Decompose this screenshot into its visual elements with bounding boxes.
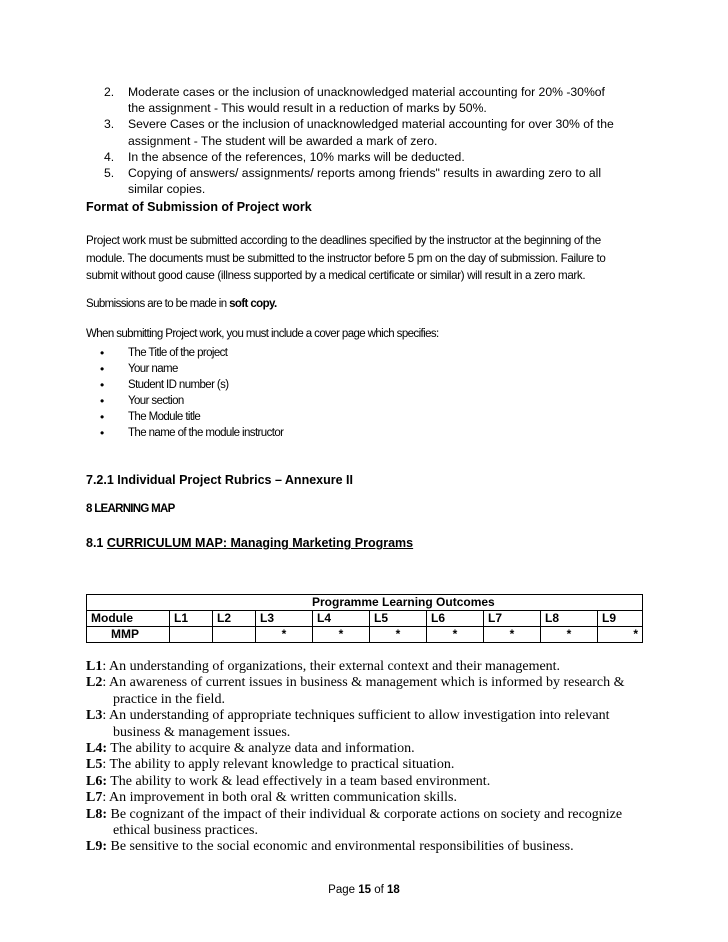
list-text: the assignment - This would result in a reduction of marks by 50%.	[128, 101, 487, 116]
outcome-text: The ability to apply relevant knowledge to practical situation.	[106, 757, 455, 773]
list-item-text: Student ID number (s)	[128, 379, 229, 391]
outcome-code: L2	[86, 675, 103, 691]
table-cell: MMP	[87, 627, 170, 643]
outcome-item	[86, 807, 644, 823]
outcome-sep: :	[102, 790, 107, 806]
curriculum-title: CURRICULUM MAP: Managing Marketing Programs	[106, 536, 414, 550]
outcome-item	[86, 774, 644, 790]
paragraph-line: Project work must be submitted according to the deadlines specified by the instructor at the beginning of the	[86, 234, 601, 247]
bullet-icon: •	[100, 378, 105, 392]
list-item-text: Your section	[128, 395, 184, 407]
list-item	[100, 361, 283, 377]
outcome-sep: :	[102, 675, 107, 691]
paragraph-line: submit without good cause (illness supported by a medical certificate or similar) will result in a zero mark.	[86, 269, 586, 283]
curriculum-prefix: 8.1	[86, 536, 107, 550]
table-header-cell: Module	[87, 611, 170, 627]
table-row	[87, 595, 643, 611]
submission-text: Submissions are to be made in	[86, 298, 230, 310]
bullet-icon: •	[100, 346, 105, 360]
list-item	[100, 377, 283, 393]
table-cell: *	[256, 627, 313, 643]
outcome-text: Be cognizant of the impact of their individual & corporate actions on society and recognize	[107, 806, 623, 822]
page-total: 18	[387, 884, 400, 896]
cover-items-list	[100, 345, 283, 441]
outcome-text: An improvement in both oral & written communication skills.	[106, 790, 457, 806]
table-header-cell: L5	[370, 611, 427, 627]
list-number: 3.	[104, 117, 115, 132]
table-cell: *	[427, 627, 484, 643]
list-item-text: The Title of the project	[128, 347, 228, 359]
outcome-code: L4:	[86, 741, 107, 757]
outcome-item	[86, 790, 644, 806]
list-item	[100, 409, 283, 425]
list-text: Copying of answers/ assignments/ reports among friends" results in awarding zero to all	[128, 166, 602, 181]
curriculum-heading	[86, 536, 413, 550]
list-text: Moderate cases or the inclusion of unacknowledged material accounting for 20% -30%of	[128, 85, 605, 99]
table-cell: *	[313, 627, 370, 643]
bullet-icon: •	[100, 426, 105, 440]
penalty-list	[104, 84, 664, 197]
table-header-cell: L2	[213, 611, 256, 627]
table-header-cell: L1	[170, 611, 213, 627]
paragraph-line: module. The documents must be submitted to the instructor before 5 pm on the day of submission. Failure to	[86, 251, 606, 265]
list-item-text: Your name	[128, 363, 178, 375]
page-of-label: of	[371, 884, 388, 896]
list-text: similar copies.	[128, 182, 206, 197]
bullet-icon: •	[100, 362, 105, 376]
table-cell	[170, 627, 213, 643]
page-label: Page	[328, 884, 359, 896]
list-text: Severe Cases or the inclusion of unacknowledged material accounting for over 30% of the	[128, 117, 614, 132]
outcome-continuation: ethical business practices.	[113, 823, 259, 839]
page-footer	[0, 884, 728, 896]
outcome-item	[86, 659, 644, 675]
learning-map-heading: 8 LEARNING MAP	[86, 503, 175, 515]
table-header-cell: L4	[313, 611, 370, 627]
submission-bold: soft copy.	[229, 298, 277, 310]
list-item	[100, 425, 283, 441]
outcome-continuation: business & management issues.	[113, 724, 291, 740]
list-item	[104, 116, 664, 148]
list-text: In the absence of the references, 10% marks will be deducted.	[128, 149, 465, 164]
table-cell: *	[484, 627, 541, 643]
table-header-cell: L6	[427, 611, 484, 627]
table-cell: *	[370, 627, 427, 643]
list-item	[104, 149, 664, 165]
list-number: 4.	[104, 149, 115, 164]
list-item	[104, 84, 664, 116]
outcome-item	[86, 839, 644, 855]
format-paragraph	[86, 232, 646, 285]
table-row	[87, 627, 643, 643]
table-header-cell: L3	[256, 611, 313, 627]
outcome-code: L5	[86, 757, 103, 773]
outcome-item	[86, 675, 644, 691]
table-header-row	[87, 611, 643, 627]
table-header-cell: L9	[598, 611, 643, 627]
bullet-icon: •	[100, 394, 105, 408]
table-cell	[213, 627, 256, 643]
list-item	[100, 345, 283, 361]
list-number: 5.	[104, 166, 115, 181]
outcome-text: An understanding of organizations, their external context and their management.	[106, 659, 561, 674]
table-group-header: Programme Learning Outcomes	[87, 595, 643, 611]
outcome-code: L1	[86, 659, 103, 674]
rubrics-heading: 7.2.1 Individual Project Rubrics – Annexure II	[86, 473, 353, 487]
outcome-text: Be sensitive to the social economic and environmental responsibilities of business.	[107, 839, 574, 855]
outcome-code: L3	[86, 708, 103, 724]
outcome-code: L7	[86, 790, 103, 806]
outcome-code: L8:	[86, 806, 107, 822]
outcome-sep: :	[102, 757, 107, 773]
list-text: assignment - The student will be awarded a mark of zero.	[128, 133, 438, 148]
outcome-text: An understanding of appropriate techniques sufficient to allow investigation into relevant	[106, 708, 610, 724]
outcome-continuation: practice in the field.	[113, 691, 225, 707]
outcome-code: L9:	[86, 839, 107, 855]
learning-outcomes	[86, 659, 644, 856]
curriculum-map-table	[86, 594, 643, 643]
cover-intro: When submitting Project work, you must include a cover page which specifies:	[86, 328, 439, 340]
outcome-text: An awareness of current issues in business & management which is informed by research &	[106, 675, 625, 691]
outcome-sep: :	[102, 708, 107, 724]
list-number: 2.	[104, 85, 115, 99]
outcome-item	[86, 708, 644, 724]
outcome-text: The ability to work & lead effectively in a team based environment.	[107, 773, 491, 789]
outcome-code: L6:	[86, 773, 107, 789]
list-item	[104, 165, 664, 197]
list-item	[100, 393, 283, 409]
table-cell: *	[541, 627, 598, 643]
outcome-text: The ability to acquire & analyze data and information.	[107, 741, 415, 757]
table-header-cell: L8	[541, 611, 598, 627]
outcome-item	[86, 741, 644, 757]
outcome-item	[86, 757, 644, 773]
bullet-icon: •	[100, 410, 105, 424]
submission-line	[86, 298, 277, 310]
format-heading: Format of Submission of Project work	[86, 200, 312, 214]
list-item-text: The Module title	[128, 411, 201, 423]
table-cell: *	[598, 627, 643, 643]
outcome-sep: :	[102, 659, 107, 674]
table-header-cell: L7	[484, 611, 541, 627]
list-item-text: The name of the module instructor	[128, 427, 284, 439]
page-current: 15	[358, 884, 372, 896]
